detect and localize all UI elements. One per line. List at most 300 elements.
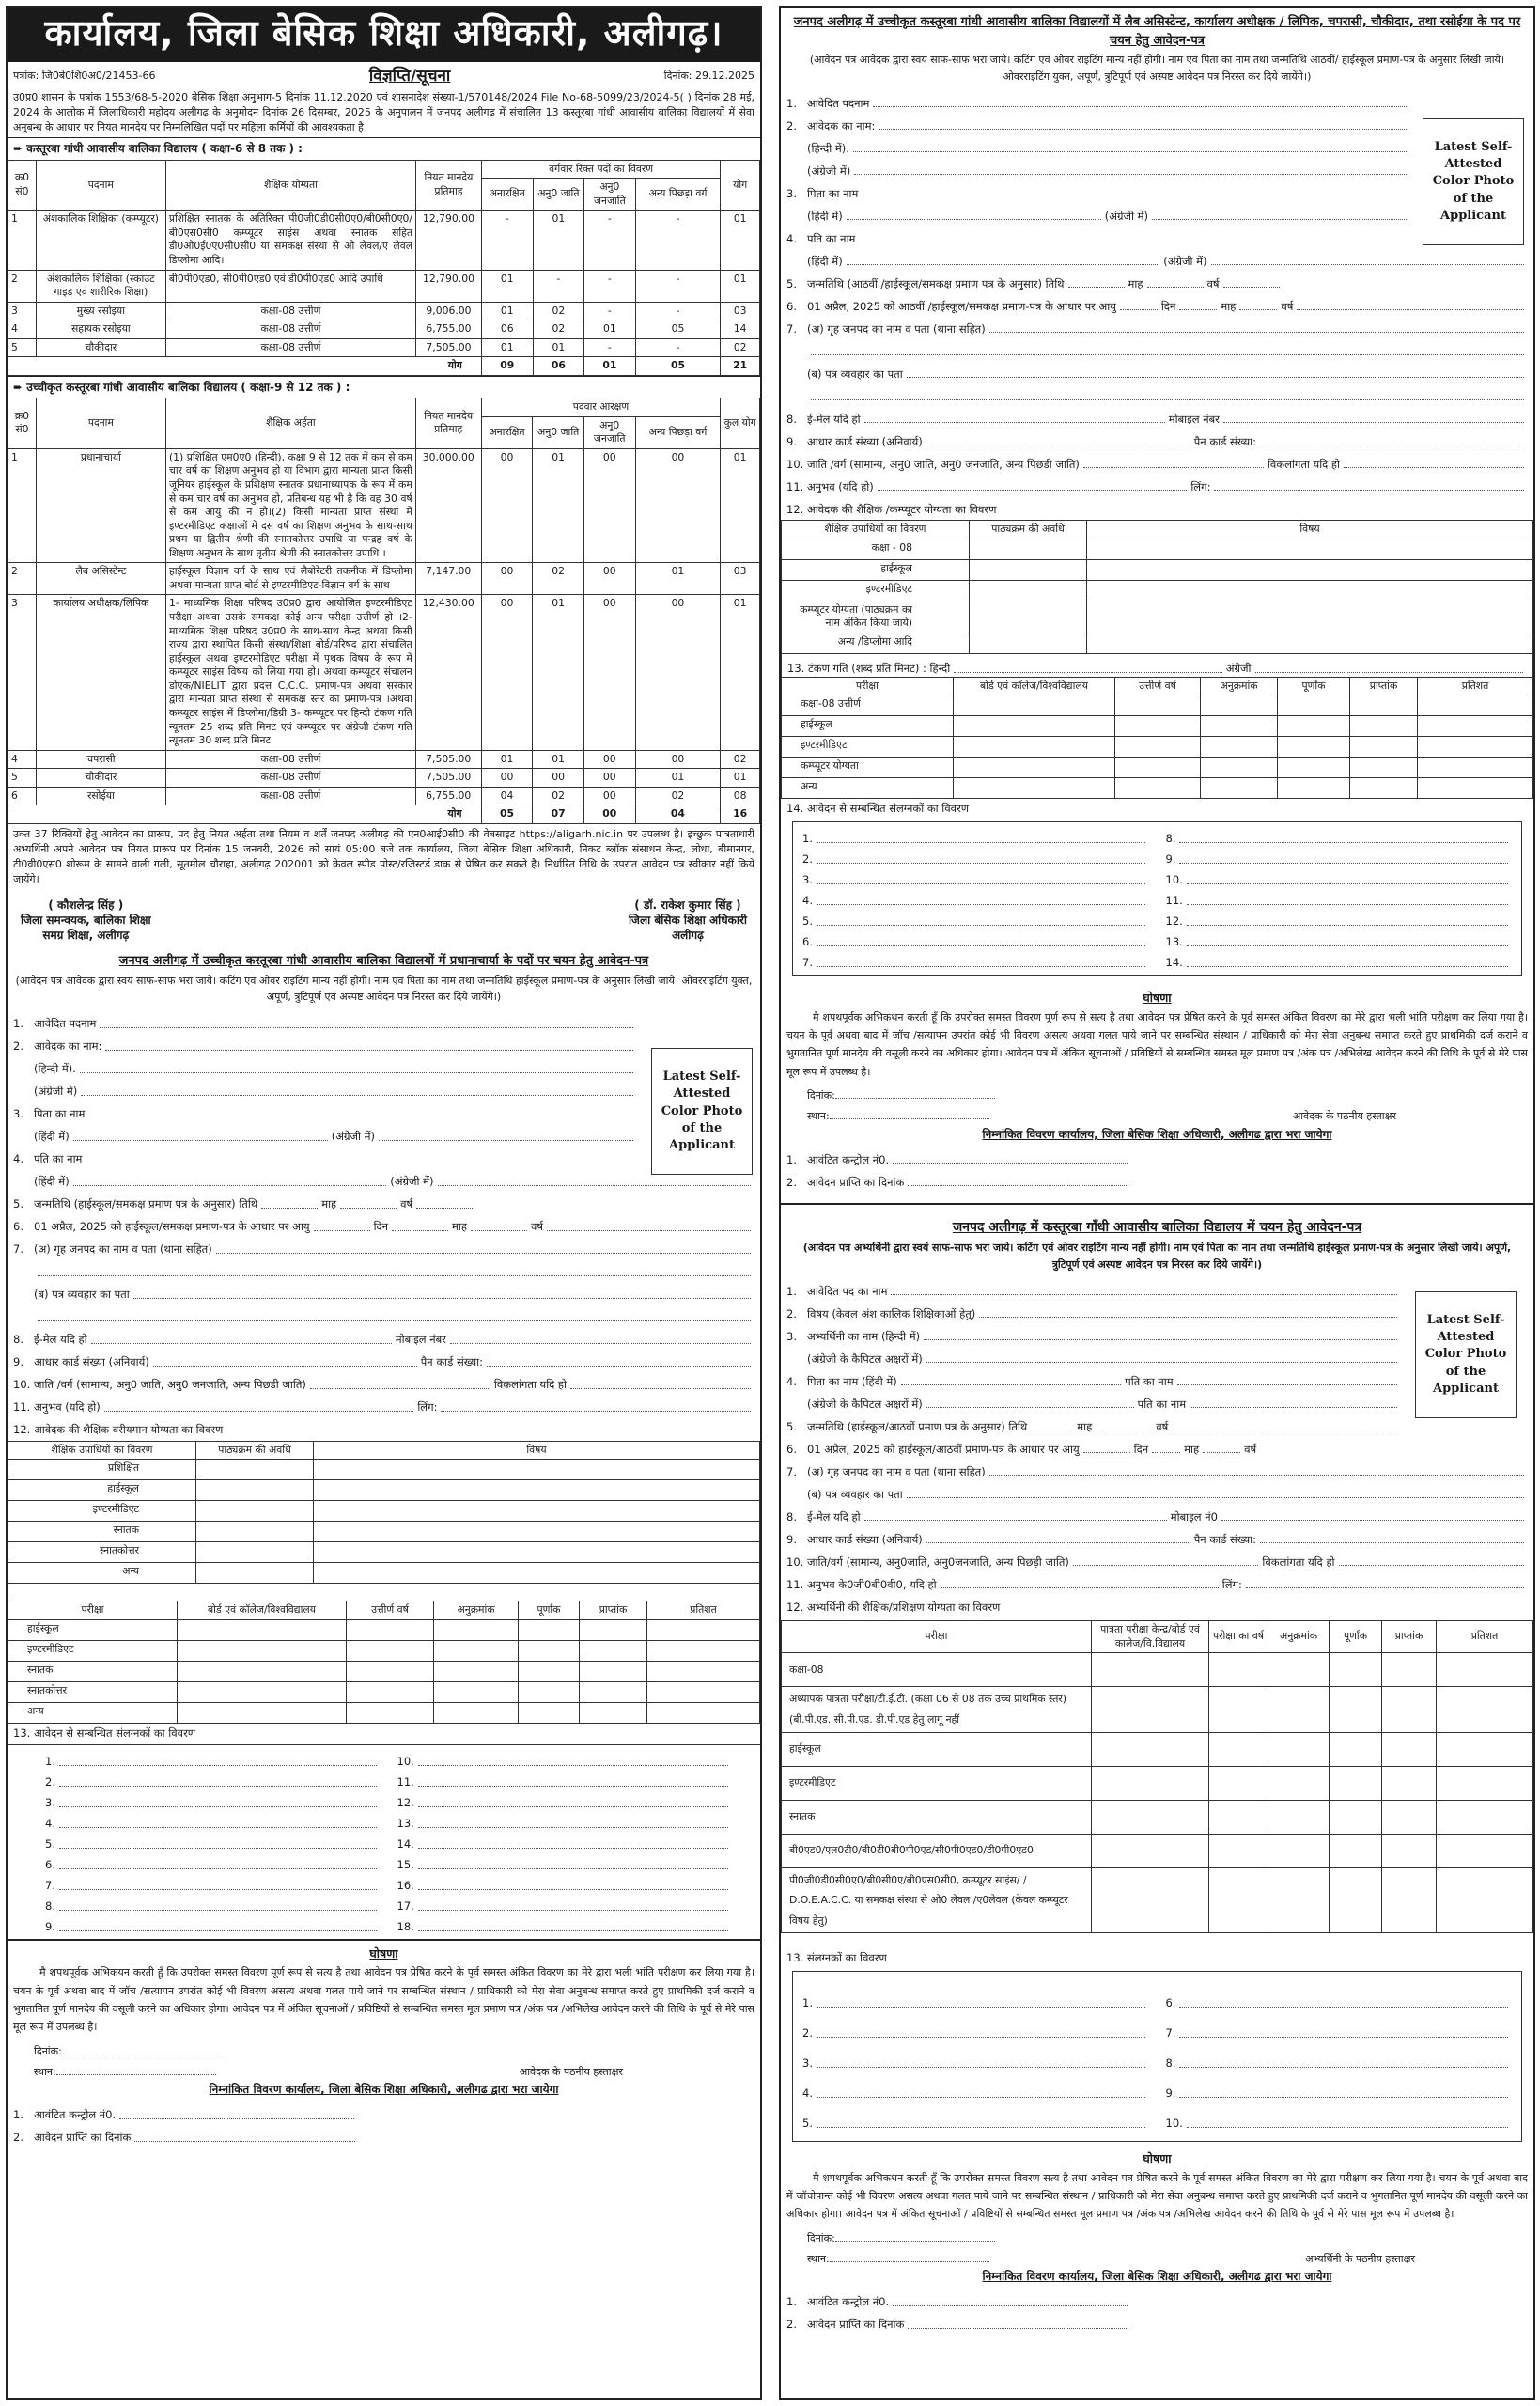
field-father-husband-hindi[interactable]: 4. पिता का नाम (हिंदी में) पति का नाम: [781, 1367, 1407, 1389]
cell-obc: -: [635, 270, 721, 302]
exam-label: इण्टरमीडिएट: [8, 1641, 178, 1662]
exam-cell[interactable]: [434, 1641, 519, 1662]
edu-row: [782, 633, 1533, 653]
form-note: (आवेदन पत्र आवेदक द्वारा स्वयं साफ-साफ भरा जाये। कटिंग एवं ओवर राइटिंग मान्य नहीं होगी। नाम एवं पिता का नाम तथा जन्मतिथि आठवीं/ हाईस्कूल प्रमाण-पत्र के अनुसार लिखी जाये। ओवरराइटिंग युक्त, अपूर्ण, त्रुटिपूर्ण एवं अस्पष्ट आवेदन पत्र निरस्त कर दिये जायेंगे।): [809, 54, 1505, 83]
col-sno: क्र0 सं0: [8, 160, 37, 211]
date-line[interactable]: दिनांक:: [781, 2225, 1533, 2245]
cell-sno: 5: [8, 338, 37, 357]
exam-cell[interactable]: [1330, 1867, 1382, 1933]
col-sc: अनु0 जाति: [533, 416, 583, 448]
exam-cell[interactable]: [1092, 1867, 1209, 1933]
field-experience[interactable]: 11. अनुभव के0जी0बी0वी0, यदि हो लिंग:: [781, 1570, 1533, 1592]
cell-st: 01: [584, 320, 636, 339]
office-receipt-date[interactable]: 2. आवेदन प्राप्ति का दिनांक: [781, 1167, 1533, 1190]
field-home-address[interactable]: 7. (अ) गृह जनपद का नाम व पता (थाना सहित): [8, 1235, 760, 1258]
exam-cell[interactable]: [1350, 716, 1418, 737]
attachment-line[interactable]: 3.: [802, 2041, 1149, 2071]
attachment-line[interactable]: 1.: [802, 826, 1149, 847]
subject-cell[interactable]: [314, 1460, 760, 1480]
subject-cell[interactable]: [1087, 539, 1533, 559]
exam-cell[interactable]: [1115, 758, 1201, 778]
exam-cell[interactable]: [1330, 1732, 1382, 1766]
attachment-line[interactable]: 14.: [397, 1832, 733, 1852]
exam-cell[interactable]: [1209, 1867, 1268, 1933]
exam-cell[interactable]: [519, 1641, 580, 1662]
exam-cell[interactable]: [1418, 695, 1533, 716]
exam-cell[interactable]: [954, 758, 1115, 778]
table-row: [8, 448, 760, 563]
exam-cell[interactable]: [1437, 1867, 1533, 1933]
exam-cell[interactable]: [1418, 778, 1533, 799]
field-applicant-name[interactable]: 2. आवेदक का नाम:: [8, 1032, 643, 1055]
exam-col-header: परीक्षा: [782, 1621, 1092, 1653]
field-name-hindi[interactable]: 3. अभ्यर्थिनी का नाम (हिन्दी में): [781, 1321, 1407, 1344]
duration-cell[interactable]: [196, 1563, 314, 1584]
field-name-hindi[interactable]: (हिन्दी में).: [781, 133, 1416, 156]
attachment-line[interactable]: 8.: [1166, 826, 1513, 847]
exam-col-header: अनुक्रमांक: [1201, 677, 1278, 695]
exam-cell[interactable]: [1209, 1834, 1268, 1867]
cell-post: कार्यालय अधीक्षक/लिपिक: [36, 595, 165, 750]
exam-cell[interactable]: [647, 1641, 760, 1662]
field-email-mobile[interactable]: 8. ई-मेल यदि हो मोबाइल नंबर: [781, 404, 1533, 427]
exam-cell[interactable]: [1382, 1653, 1437, 1687]
cell-sc: 02: [533, 320, 583, 339]
field-husband-name[interactable]: (हिंदी में) (अंग्रेजी में): [8, 1167, 760, 1190]
exam-cell[interactable]: [1092, 1687, 1209, 1732]
exam-cell[interactable]: [1201, 737, 1278, 758]
field-post[interactable]: 1. आवेदित पद का नाम: [781, 1276, 1407, 1299]
attachment-line[interactable]: 8.: [1166, 2041, 1513, 2071]
field-dob[interactable]: 5. जन्मतिथि (आठवीं /हाईस्कूल/समकक्ष प्रमाण पत्र के अनुसार) तिथि माह वर्ष: [781, 269, 1533, 291]
vacancy-table-class-6-8: [8, 160, 760, 376]
exam-cell[interactable]: [580, 1662, 647, 1682]
exam-cell[interactable]: [1209, 1732, 1268, 1766]
cell-post: अंशकालिक शिक्षिका (स्काउट गाइड एवं शारीरिक शिक्षा): [36, 270, 165, 302]
exam-cell[interactable]: [1115, 737, 1201, 758]
attachment-line[interactable]: 9.: [1166, 2071, 1513, 2101]
totals-row: [8, 805, 760, 824]
field-father-name[interactable]: (हिंदी में) (अंग्रेजी में): [8, 1122, 643, 1145]
office-receipt-date[interactable]: 2. आवेदन प्राप्ति का दिनांक: [781, 2310, 1533, 2333]
duration-cell[interactable]: [970, 601, 1087, 633]
cell-qual: (1) प्रशिक्षित एम0ए0 (हिन्दी), कक्षा 9 से 12 तक में कम से कम चार वर्ष का शिक्षण अनुभव हो या विभाग द्वारा मान्यता प्राप्त किसी जूनियर हाईस्कूल के प्रशिक्षण स्नातक प्रधानाध्यापक के रूप में कम से कम चार वर्ष का अनुभव हो, प्रतिबन्ध यह भी है कि वह 30 वर्ष से कम आयु की न हो।(2) किसी मान्यता प्राप्त संस्था में इण्टरमीडिएट कक्षाओं में दस वर्ष का शिक्षण अनुभव के साथ-साथ प्रथम या द्वितीय श्रेणी की स्नातकोत्तर उपाधि या पन्द्रह वर्ष के शिक्षण अनुभव के साथ तृतीय श्रेणी की स्नातकोत्तर उपाधि ।: [165, 448, 415, 563]
cell-sno: 3: [8, 302, 37, 320]
attachment-line[interactable]: 9.: [45, 1914, 381, 1935]
attachment-line[interactable]: 2.: [802, 2011, 1149, 2041]
totals-label: योग: [8, 357, 482, 376]
cell-total: 03: [721, 302, 760, 320]
staff-application-form: [781, 8, 1533, 1203]
subject-cell[interactable]: [1087, 601, 1533, 633]
attachment-line[interactable]: 15.: [397, 1852, 733, 1873]
exam-col-header: पूर्णांक: [1278, 677, 1350, 695]
signature-label: अभ्यर्थिनी के पठनीय हस्ताक्षर: [1305, 2252, 1415, 2265]
field-father-husband-english[interactable]: (अंग्रेजी के कैपिटल अक्षरों में) पति का नाम: [781, 1389, 1407, 1412]
exam-cell[interactable]: [178, 1620, 347, 1641]
field-father-label: 3. पिता का नाम: [13, 1107, 86, 1121]
attachment-line[interactable]: 5.: [802, 2101, 1149, 2132]
exam-cell[interactable]: [580, 1682, 647, 1703]
attachment-line[interactable]: 11.: [1166, 888, 1513, 909]
cell-total: 02: [721, 338, 760, 357]
exam-cell[interactable]: [1382, 1687, 1437, 1732]
exam-cell[interactable]: [954, 737, 1115, 758]
right-page: [779, 6, 1535, 2400]
exam-cell[interactable]: [519, 1662, 580, 1682]
attachment-line[interactable]: 9.: [1166, 847, 1513, 867]
exam-cell[interactable]: [1115, 778, 1201, 799]
field-dob[interactable]: 5. जन्मतिथि (हाईस्कूल/आठवीं प्रमाण पत्र के अनुसार) तिथि माह वर्ष: [781, 1412, 1407, 1434]
field-home-address[interactable]: 7. (अ) गृह जनपद का नाम व पता (थाना सहित): [781, 314, 1533, 336]
exam-cell[interactable]: [1418, 758, 1533, 778]
subject-cell[interactable]: [314, 1480, 760, 1501]
duration-cell[interactable]: [970, 580, 1087, 601]
exam-cell[interactable]: [1115, 695, 1201, 716]
exam-cell[interactable]: [1437, 1766, 1533, 1800]
cell-pay: 6,755.00: [415, 787, 481, 805]
signatories: [8, 890, 760, 947]
attachment-line[interactable]: 17.: [397, 1894, 733, 1914]
attachment-line[interactable]: 14.: [1166, 950, 1513, 971]
exam-cell[interactable]: [1092, 1732, 1209, 1766]
exam-col-header: अनुक्रमांक: [1268, 1621, 1330, 1653]
attachment-line[interactable]: 5.: [802, 909, 1149, 930]
exam-cell[interactable]: [519, 1620, 580, 1641]
attachment-line[interactable]: 3.: [45, 1790, 381, 1811]
exam-cell[interactable]: [954, 695, 1115, 716]
cell-total: 03: [721, 563, 760, 595]
attachment-line[interactable]: 10.: [1166, 867, 1513, 888]
subject-cell[interactable]: [314, 1501, 760, 1522]
exam-cell[interactable]: [1330, 1687, 1382, 1732]
table-row: [8, 302, 760, 320]
exam-cell[interactable]: [519, 1682, 580, 1703]
cell-total: 14: [721, 320, 760, 339]
attachment-line[interactable]: 2.: [45, 1770, 381, 1790]
edu-row: [8, 1480, 760, 1501]
col-st: अनु0 जनजाति: [583, 416, 635, 448]
exam-cell[interactable]: [1201, 695, 1278, 716]
attachment-line[interactable]: 3.: [802, 867, 1149, 888]
field-husband-name[interactable]: (हिंदी में) (अंग्रेजी में): [781, 246, 1533, 269]
col-st: अनु0 जनजाति: [584, 179, 636, 211]
exam-cell[interactable]: [434, 1662, 519, 1682]
attachment-line[interactable]: 1.: [802, 1981, 1149, 2011]
subject-cell[interactable]: [314, 1542, 760, 1563]
reference-row: [8, 62, 760, 87]
exam-cell[interactable]: [1350, 695, 1418, 716]
col-qualification: शैक्षिक अर्हता: [165, 398, 415, 449]
staff-exam-table: [781, 677, 1533, 800]
field-post[interactable]: 1. आवेदित पदनाम: [781, 88, 1416, 111]
subject-cell[interactable]: [1087, 580, 1533, 601]
exam-cell[interactable]: [647, 1662, 760, 1682]
exam-cell[interactable]: [1092, 1653, 1209, 1687]
exam-cell[interactable]: [1437, 1732, 1533, 1766]
exam-label: स्नातकोत्तर: [8, 1682, 178, 1703]
field-applicant-name[interactable]: 2. आवेदक का नाम:: [781, 111, 1416, 133]
cell-ur: 01: [481, 302, 533, 320]
field-aadhaar-pan[interactable]: 9. आधार कार्ड संख्या (अनिवार्य) पैन कार्ड संख्या:: [781, 427, 1533, 449]
attachment-line[interactable]: 10.: [397, 1749, 733, 1770]
attachment-line[interactable]: 5.: [45, 1832, 381, 1852]
exam-cell[interactable]: [178, 1662, 347, 1682]
duration-cell[interactable]: [970, 633, 1087, 653]
attachment-line[interactable]: 16.: [397, 1873, 733, 1894]
office-use-title: निम्नांकित विवरण कार्यालय, जिला बेसिक शिक्षा अधिकारी, अलीगढ द्वारा भरा जायेगा: [209, 2083, 559, 2097]
exam-cell[interactable]: [1330, 1653, 1382, 1687]
exam-cell[interactable]: [1278, 737, 1350, 758]
exam-cell[interactable]: [1268, 1687, 1330, 1732]
exam-cell[interactable]: [1330, 1800, 1382, 1834]
attachment-line[interactable]: 18.: [397, 1914, 733, 1935]
cell-ur: -: [481, 211, 533, 270]
exam-cell[interactable]: [347, 1703, 434, 1724]
exam-cell[interactable]: [1382, 1732, 1437, 1766]
exam-row: [782, 1800, 1533, 1834]
field-postal-address[interactable]: (ब) पत्र व्यवहार का पता: [781, 359, 1533, 382]
exam-cell[interactable]: [1268, 1653, 1330, 1687]
office-control-no[interactable]: 1. आवंटित कन्ट्रोल नं0.: [8, 2101, 760, 2123]
attachment-line[interactable]: 13.: [397, 1811, 733, 1832]
exam-cell[interactable]: [1268, 1834, 1330, 1867]
exam-label: स्नातक: [782, 1800, 1092, 1834]
exam-cell[interactable]: [434, 1703, 519, 1724]
attachment-line[interactable]: 2.: [802, 847, 1149, 867]
cell-sc: 01: [533, 595, 583, 750]
duration-cell[interactable]: [970, 539, 1087, 559]
duration-cell[interactable]: [196, 1480, 314, 1501]
place-line[interactable]: स्थान: अभ्यर्थिनी के पठनीय हस्ताक्षर: [807, 2252, 1415, 2265]
col-total: योग: [721, 160, 760, 211]
cell-obc: 01: [635, 769, 721, 788]
exam-cell[interactable]: [178, 1703, 347, 1724]
attachment-line[interactable]: 11.: [397, 1770, 733, 1790]
exam-col-header: बोर्ड एवं कॉलेज/विश्वविद्यालय: [954, 677, 1115, 695]
field-experience[interactable]: 11. अनुभव (यदि हो) लिंग:: [8, 1393, 760, 1415]
exam-cell[interactable]: [1209, 1653, 1268, 1687]
exam-cell[interactable]: [519, 1703, 580, 1724]
field-category[interactable]: 10. जाति /वर्ग (सामान्य, अनु0 जाति, अनु0 जनजाति, अन्य पिछडी जाति) विकलांगता यदि हो: [8, 1370, 760, 1393]
place-line[interactable]: स्थान: आवेदक के पठनीय हस्ताक्षर: [807, 1109, 1396, 1122]
notice-title: विज्ञप्ति/सूचना: [368, 66, 451, 86]
exam-cell[interactable]: [1418, 737, 1533, 758]
table-row: [8, 211, 760, 270]
exam-cell[interactable]: [1092, 1766, 1209, 1800]
field-age[interactable]: 6. 01 अप्रैल, 2025 को हाईस्कूल/आठवीं प्रमाण-पत्र के आधार पर आयु दिन माह वर्ष: [786, 1442, 1257, 1456]
office-control-no[interactable]: 1. आवंटित कन्ट्रोल नं0.: [781, 2288, 1533, 2310]
exam-cell[interactable]: [178, 1682, 347, 1703]
duration-cell[interactable]: [970, 559, 1087, 580]
subject-cell[interactable]: [314, 1563, 760, 1584]
exam-cell[interactable]: [1437, 1834, 1533, 1867]
field-subject[interactable]: 2. विषय (केवल अंश कालिक शिक्षिकाओं हेतु): [781, 1299, 1407, 1321]
attachment-line[interactable]: 1.: [45, 1749, 381, 1770]
field-name-english[interactable]: (अंग्रेजी में): [8, 1077, 643, 1100]
exam-cell[interactable]: [954, 716, 1115, 737]
cell-post: चौकीदार: [36, 769, 165, 788]
exam-cell[interactable]: [1278, 695, 1350, 716]
duration-cell[interactable]: [196, 1542, 314, 1563]
attachment-line[interactable]: 4.: [45, 1811, 381, 1832]
exam-cell[interactable]: [1201, 758, 1278, 778]
field-post[interactable]: 1. आवेदित पदनाम: [8, 1009, 643, 1032]
attachment-line[interactable]: 6.: [802, 930, 1149, 950]
exam-col-header: परीक्षा: [8, 1601, 178, 1620]
cell-pay: 12,790.00: [416, 211, 482, 270]
cell-st: -: [584, 211, 636, 270]
field-age[interactable]: 6. 01 अप्रैल, 2025 को हाईस्कूल/समकक्ष प्रमाण-पत्र के आधार पर आयु दिन माह वर्ष: [8, 1212, 760, 1235]
field-home-address[interactable]: 7. (अ) गृह जनपद का नाम व पता (थाना सहित): [781, 1457, 1533, 1479]
field-name-hindi[interactable]: (हिन्दी में).: [8, 1055, 643, 1077]
exam-label: इण्टरमीडिएट: [782, 737, 954, 758]
vacancy-table-class-9-12: [8, 398, 760, 824]
exam-cell[interactable]: [1201, 778, 1278, 799]
exam-cell[interactable]: [434, 1620, 519, 1641]
exam-cell[interactable]: [1268, 1867, 1330, 1933]
exam-cell[interactable]: [1382, 1867, 1437, 1933]
subject-cell[interactable]: [1087, 559, 1533, 580]
exam-cell[interactable]: [580, 1703, 647, 1724]
exam-cell[interactable]: [1350, 778, 1418, 799]
attachment-line[interactable]: 6.: [1166, 1981, 1513, 2011]
exam-cell[interactable]: [347, 1682, 434, 1703]
exam-cell[interactable]: [1268, 1800, 1330, 1834]
attachment-line[interactable]: 6.: [45, 1852, 381, 1873]
exam-cell[interactable]: [647, 1620, 760, 1641]
exam-cell[interactable]: [347, 1641, 434, 1662]
field-dob[interactable]: 5. जन्मतिथि (हाईस्कूल/समकक्ष प्रमाण पत्र के अनुसार) तिथि माह वर्ष: [8, 1190, 760, 1212]
attachment-line[interactable]: 10.: [1166, 2101, 1513, 2132]
field-aadhaar-pan[interactable]: 9. आधार कार्ड संख्या (अनिवार्य) पैन कार्ड संख्या:: [8, 1348, 760, 1370]
exam-cell[interactable]: [1350, 737, 1418, 758]
exam-cell[interactable]: [1278, 716, 1350, 737]
exam-cell[interactable]: [178, 1641, 347, 1662]
exam-cell[interactable]: [1209, 1766, 1268, 1800]
exam-cell[interactable]: [647, 1682, 760, 1703]
field-typing-speed[interactable]: 13. टंकण गति (शब्द प्रति मिनट) : हिन्दी अंग्रेजी: [781, 654, 1533, 677]
field-postal-address[interactable]: (ब) पत्र व्यवहार का पता: [8, 1280, 760, 1303]
total-st: 00: [583, 805, 635, 824]
attachment-line[interactable]: 12.: [1166, 909, 1513, 930]
field-email-mobile[interactable]: 8. ई-मेल यदि हो मोबाइल नं0: [781, 1502, 1533, 1524]
date-line[interactable]: दिनांक:: [8, 2038, 760, 2058]
attachment-line[interactable]: 7.: [45, 1873, 381, 1894]
cell-qual: कक्षा-08 उत्तीर्ण: [165, 320, 415, 339]
duration-cell[interactable]: [196, 1460, 314, 1480]
attachment-line[interactable]: 13.: [1166, 930, 1513, 950]
exam-cell[interactable]: [580, 1641, 647, 1662]
duration-cell[interactable]: [196, 1522, 314, 1542]
attachment-line[interactable]: 12.: [397, 1790, 733, 1811]
exam-cell[interactable]: [1209, 1687, 1268, 1732]
exam-cell[interactable]: [1209, 1800, 1268, 1834]
cell-st: 00: [583, 750, 635, 769]
place-line[interactable]: स्थान: आवेदक के पठनीय हस्ताक्षर: [34, 2065, 623, 2078]
field-name-english[interactable]: (अंग्रेजी में): [781, 156, 1416, 179]
exam-cell[interactable]: [1330, 1834, 1382, 1867]
field-home-address-cont[interactable]: [8, 1258, 760, 1280]
exam-cell[interactable]: [580, 1620, 647, 1641]
exam-cell[interactable]: [1382, 1766, 1437, 1800]
exam-col-header: अनुक्रमांक: [434, 1601, 519, 1620]
attachment-line[interactable]: 8.: [45, 1894, 381, 1914]
exam-cell[interactable]: [1092, 1800, 1209, 1834]
exam-cell[interactable]: [1330, 1766, 1382, 1800]
exam-cell[interactable]: [1268, 1732, 1330, 1766]
exam-cell[interactable]: [1268, 1766, 1330, 1800]
signatory-left: ( कौशलेन्द्र सिंह ) जिला समन्वयक, बालिका शिक्षा समग्र शिक्षा, अलीगढ़: [21, 898, 151, 942]
office-receipt-date[interactable]: 2. आवेदन प्राप्ति का दिनांक: [8, 2123, 760, 2146]
subject-cell[interactable]: [1087, 633, 1533, 653]
field-category[interactable]: 10. जाति/वर्ग (सामान्य, अनु0जाति, अनु0जनजाति, अन्य पिछड़ी जाति) विकलांगता यदि हो: [781, 1547, 1533, 1570]
subject-cell[interactable]: [314, 1522, 760, 1542]
attachment-line[interactable]: 4.: [802, 888, 1149, 909]
field-postal-address-cont[interactable]: [8, 1303, 760, 1325]
exam-cell[interactable]: [347, 1662, 434, 1682]
cell-qual: कक्षा-08 उत्तीर्ण: [165, 338, 415, 357]
exam-cell[interactable]: [954, 778, 1115, 799]
field-experience[interactable]: 11. अनुभव (यदि हो) लिंग:: [781, 472, 1533, 494]
attachments-label: 14. आवेदन से सम्बन्धित संलग्नकों का विवरण: [786, 802, 970, 816]
exam-cell[interactable]: [1437, 1800, 1533, 1834]
field-postal-address-cont[interactable]: [781, 382, 1533, 404]
exam-cell[interactable]: [1418, 716, 1533, 737]
exam-cell[interactable]: [1350, 758, 1418, 778]
exam-cell[interactable]: [1201, 716, 1278, 737]
exam-cell[interactable]: [347, 1620, 434, 1641]
exam-label: अध्यापक पात्रता परीक्षा/टी.ई.टी. (कक्षा 06 से 08 तक उच्च प्राथमिक स्तर) (बी.पी.एड. सी.पी.एड. डी.पी.एड हेतु लागू नहीं: [782, 1687, 1092, 1732]
field-father-name[interactable]: (हिंदी में) (अंग्रेजी में): [781, 201, 1416, 224]
exam-row: [782, 737, 1533, 758]
exam-cell[interactable]: [434, 1682, 519, 1703]
exam-cell[interactable]: [1437, 1687, 1533, 1732]
exam-cell[interactable]: [647, 1703, 760, 1724]
edu-label: प्रशिक्षित: [8, 1460, 196, 1480]
exam-cell[interactable]: [1092, 1834, 1209, 1867]
field-name-english[interactable]: (अंग्रेजी के कैपिटल अक्षरों में): [781, 1344, 1407, 1367]
field-email-mobile[interactable]: 8. ई-मेल यदि हो मोबाइल नंबर: [8, 1325, 760, 1348]
field-category[interactable]: 10. जाति /वर्ग (सामान्य, अनु0 जाति, अनु0 जनजाति, अन्य पिछडी जाति) विकलांगता यदि हो: [781, 449, 1533, 472]
attachment-line[interactable]: 7.: [802, 950, 1149, 971]
attachment-line[interactable]: 7.: [1166, 2011, 1513, 2041]
total-sc: 07: [533, 805, 583, 824]
exam-cell[interactable]: [1437, 1653, 1533, 1687]
cell-sno: 1: [8, 211, 37, 270]
office-control-no[interactable]: 1. आवंटित कन्ट्रोल नं0.: [781, 1145, 1533, 1167]
duration-cell[interactable]: [196, 1501, 314, 1522]
exam-cell[interactable]: [1115, 716, 1201, 737]
exam-cell[interactable]: [1278, 758, 1350, 778]
form-title: जनपद अलीगढ़ में उच्चीकृत कस्तूरबा गांधी आवासीय बालिका विद्यालयों में प्रधानाचार्या के पदों पर चयन हेतु आवेदन-पत्र: [118, 954, 649, 969]
field-postal-address[interactable]: (ब) पत्र व्यवहार का पता: [781, 1479, 1533, 1502]
total-obc: 05: [635, 357, 721, 376]
exam-cell[interactable]: [1382, 1800, 1437, 1834]
attachment-line[interactable]: 4.: [802, 2071, 1149, 2101]
date-line[interactable]: दिनांक:: [781, 1083, 1533, 1103]
exam-cell[interactable]: [1278, 778, 1350, 799]
field-home-address-cont[interactable]: [781, 336, 1533, 359]
exam-cell[interactable]: [1382, 1834, 1437, 1867]
exam-col-header: पूर्णांक: [1330, 1621, 1382, 1653]
field-aadhaar-pan[interactable]: 9. आधार कार्ड संख्या (अनिवार्य) पैन कार्ड संख्या:: [781, 1524, 1533, 1547]
notice-intro: उ0प्र0 शासन के पत्रांक 1553/68-5-2020 बेसिक शिक्षा अनुभाग-5 दिनांक 11.12.2020 एवं शासनादेश संख्या-1/570148/2024 File No-68-5099/23/2024-5( ) दिनांक 28 मई, 2024 के आलोक में जिलाधिकारी महोदय अलीगढ़ के अनुमोदन दिनांक 26 दिसम्बर, 2025 के अनुपालन में जनपद अलीगढ़ में संचालित 13 कस्तूरबा गांधी आवासीय बालिका विद्यालयों में सेवा अनुबन्ध के आधार पर नियत मानदेय पर निम्नलिखित पदों पर महिला कर्मियों की आवश्यकता है।: [13, 90, 754, 133]
field-age[interactable]: 6. 01 अप्रैल, 2025 को आठवीं /हाईस्कूल/समकक्ष प्रमाण-पत्र के आधार पर आयु दिन माह वर्ष: [781, 291, 1533, 314]
cell-ur: 01: [481, 750, 533, 769]
edu-label: अन्य: [8, 1563, 196, 1584]
cell-post: चपरासी: [36, 750, 165, 769]
